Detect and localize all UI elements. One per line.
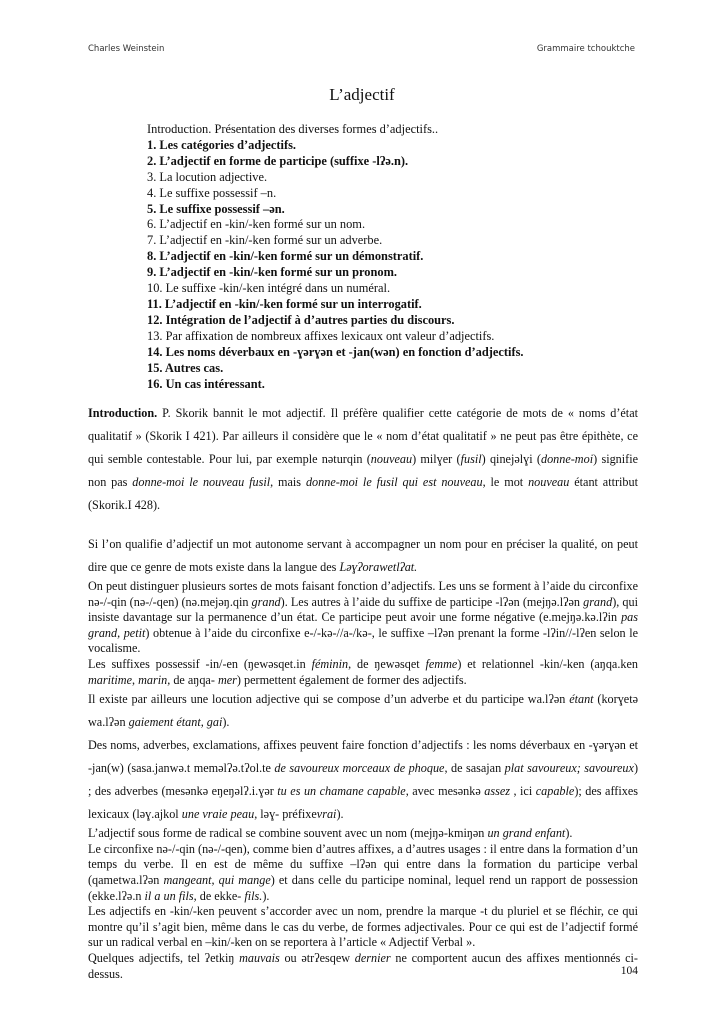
toc-item: 10. Le suffixe -kin/-ken intégré dans un numéral. (147, 281, 391, 296)
toc-item: 12. Intégration de l’adjectif à d’autres parties du discours. (147, 312, 455, 327)
paragraph: On peut distinguer plusieurs sortes de mots faisant fonction d’adjectifs. Les uns se forment à l’aide du circonfixe nə-/-qin (nə-/-qen) (nə.mejəŋ.qin grand). Les autres à l’aide du suffixe de participe -lʔən (mejŋə.lʔən grand), qui insiste davantage sur la permanence d’un état. Ce participe peut avoir une forme négative (e.mejŋə.kə.lʔin pas grand, petit) obtenue à l’aide du circonfixe e-/-kə-//a-/kə-, le suffixe –lʔən prenant la forme -lʔin//-lʔen selon le vocalisme. (88, 579, 639, 656)
toc-item: 5. Le suffixe possessif –ən. (147, 201, 285, 216)
paragraph: Si l’on qualifie d’adjectif un mot autonome servant à accompagner un nom pour en préciser la qualité, on peut dire que ce genre de mots existe dans la langue des Ləɣʔorawetlʔat. (88, 537, 638, 574)
toc-item: 7. L’adjectif en -kin/-ken formé sur un adverbe. (147, 233, 383, 248)
header-author: Charles Weinstein (88, 44, 165, 54)
toc-item: 11. L’adjectif en -kin/-ken formé sur un interrogatif. (147, 296, 422, 311)
toc-item: 16. Un cas intéressant. (147, 376, 265, 391)
paragraph: Quelques adjectifs, tel ʔetkiŋ mauvais ou ətrʔesqew dernier ne comportent aucun des affixes mentionnés ci-dessus. (88, 950, 638, 981)
paragraph: Les suffixes possessif -in/-en (ŋewəsqet.in féminin, de ŋewəsqet femme) et relationnel -kin/-ken (aŋqa.ken maritime, marin, de aŋqa- mer) permettent également de former des adjectifs. (88, 656, 638, 687)
toc-item: 14. Les noms déverbaux en -ɣərɣən et -jan(wən) en fonction d’adjectifs. (147, 344, 524, 359)
toc-item: 1. Les catégories d’adjectifs. (147, 137, 296, 152)
paragraph: Le circonfixe nə-/-qin (nə-/-qen), comme bien d’autres affixes, a d’autres usages : il entre dans la formation d’un temps du verbe. Il en est de même du suffixe –lʔən qui entre dans la formation du participe verbal (qametwa.lʔən mangeant, qui mange) et dans celle du participe nominal, lequel rend un rapport de possession (ekke.lʔə.n il a un fils, de ekke- fils.). (88, 841, 638, 903)
toc-item: 15. Autres cas. (147, 360, 224, 375)
paragraph: Des noms, adverbes, exclamations, affixes peuvent faire fonction d’adjectifs : les noms déverbaux en -ɣərɣən et -jan(w) (sasa.janwə.t meməlʔə.tʔol.te de savoureux morceaux de phoque, de sasajan plat savoureux; savoureux) ; des adverbes (mesənkə eŋeŋəlʔ.i.ɣər tu es un chamane capable, avec mesənkə assez , ici capable); des affixes lexicaux (ləɣ.ajkol une vraie peau, ləɣ- préfixevrai). (88, 738, 638, 822)
page-number: 104 (620, 965, 638, 977)
header-book-title: Grammaire tchouktche (536, 44, 635, 54)
paragraph: Les adjectifs en -kin/-ken peuvent s’accorder avec un nom, prendre la marque -t du pluriel et se fléchir, ce qui montre qu’il s’agit bien, même dans le cas du verbe, de formes adjectivales. Pour ce qui est de l’adjectif formé sur un radical verbal en –kin/-ken on se reportera à l’article « Adjectif Verbal ». (88, 904, 638, 950)
toc-item: Introduction. Présentation des diverses formes d’adjectifs.. (147, 122, 439, 136)
toc-item: 2. L’adjectif en forme de participe (suffixe -lʔə.n). (147, 153, 409, 168)
toc-item: 8. L’adjectif en -kin/-ken formé sur un démonstratif. (147, 249, 424, 264)
paragraph: Il existe par ailleurs une locution adjective qui se compose d’un adverbe et du participe wa.lʔən étant (korɣetə wa.lʔən gaiement étant, gai). (88, 692, 638, 730)
toc-item: 3. La locution adjective. (147, 169, 268, 184)
paragraph: L’adjectif sous forme de radical se combine souvent avec un nom (mejŋə-kmiŋən un grand enfant). (88, 826, 573, 841)
toc-item: 4. Le suffixe possessif –n. (147, 185, 277, 200)
toc-item: 6. L’adjectif en -kin/-ken formé sur un nom. (147, 217, 366, 232)
toc-item: 13. Par affixation de nombreux affixes lexicaux ont valeur d’adjectifs. (147, 328, 495, 343)
table-of-contents (147, 122, 627, 392)
page-title: L’adjectif (329, 85, 395, 104)
intro-paragraph: Introduction. P. Skorik bannit le mot adjectif. Il préfère qualifier cette catégorie de mots de « noms d’état qualitatif » (Skorik I 421). Par ailleurs il considère que le « nom d’état qualitatif » ne peut pas être épithète, ce qui semble contestable. Pour lui, par exemple nəturqin (nouveau) milɣer (fusil) qinejəlɣi (donne-moi) signifie non pas donne-moi le nouveau fusil, mais donne-moi le fusil qui est nouveau, le mot nouveau étant attribut (Skorik.I 428). (88, 406, 639, 512)
intro-label: Introduction. (88, 406, 158, 420)
toc-item: 9. L’adjectif en -kin/-ken formé sur un pronom. (147, 265, 398, 280)
main-text (88, 402, 638, 982)
